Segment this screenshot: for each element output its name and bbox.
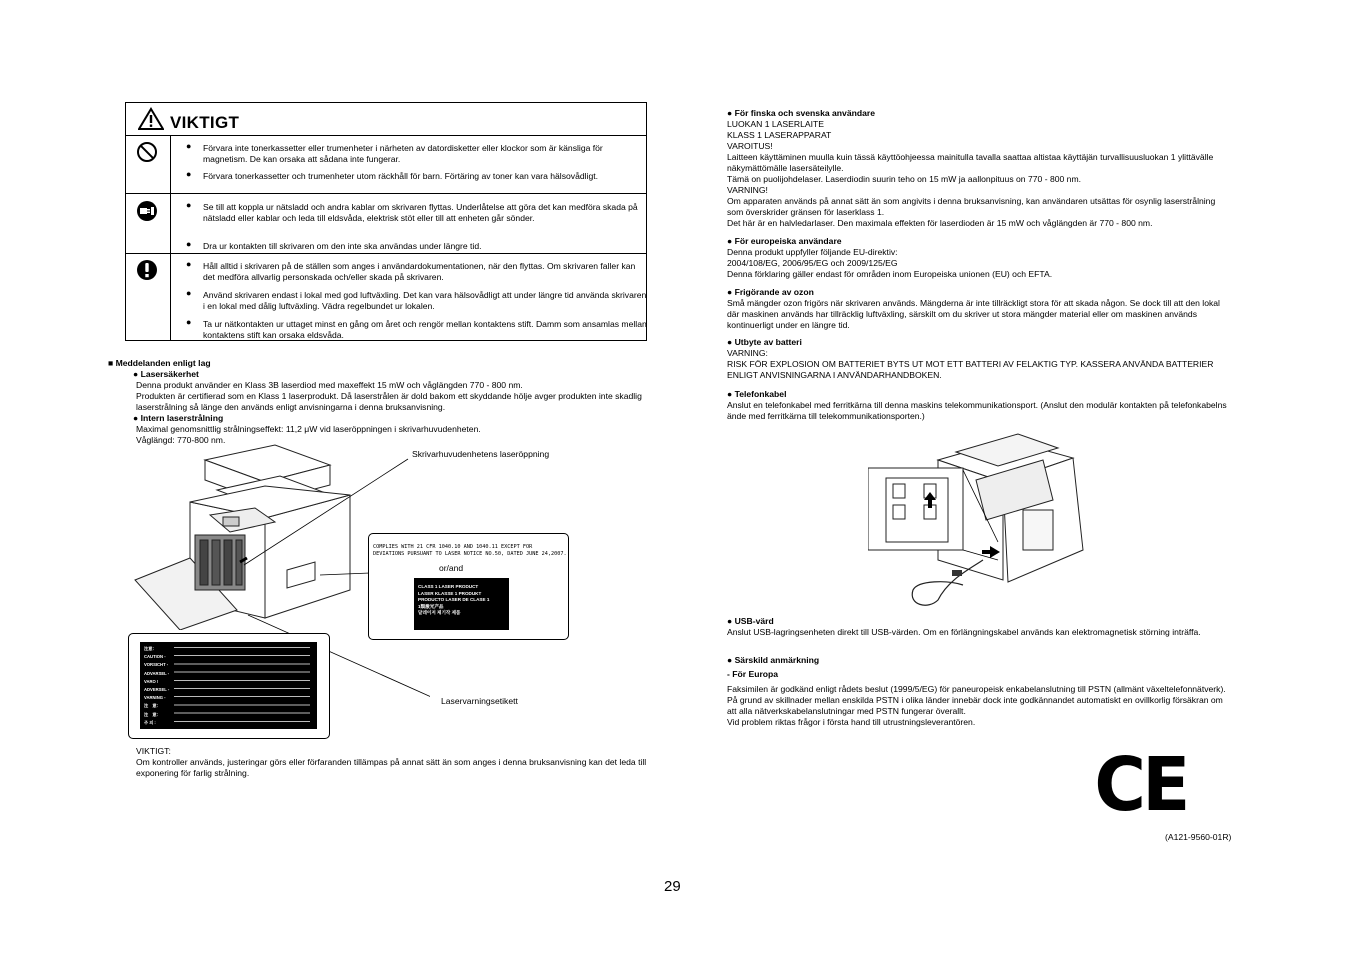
finnish-line: Det här är en halvledarlaser. Den maximala effekten för laserdioden är 15 mW och våglängden är 770 - 800 nm. (727, 218, 1153, 228)
warning-box: VIKTIGT ● Förvara inte tonerkassetter eller trumenheter i närheten av datordisketter eller klockor som är känsliga för magnetism. De kan orsaka att sådana inte fungerar. ● Förvara tonerkassetter och trumenheter utom räckhåll för barn. Förtäring av toner kan vara hälsovådligt. ● Se till att koppla ur nätsladd och andra kablar om skrivaren flyttas. Underlåtelse att göra det kan medföra skada på nätsladd eller kablar och leda till eldsvåda, elektrisk stöt eller till att enheten går sönder. ● Dra ur kontakten till skrivaren om den inte ska användas under längre tid. ● Håll alltid i skrivaren på de ställen som anges i användardokumentationen, när den flyttas. Om skrivaren faller kan det medföra allvarlig personskada och/eller skada på skrivaren. ● Använd skrivaren endast i lokal med god luftväxling. Det kan vara hälsovådligt att under längre tid använda skrivaren i en lokal med dålig luftväxling. Vädra regelbundet ur lokalen. ● Ta ur nätkontakten ur uttaget minst en gång om året och rengör mellan kontaktens stift. Damm som ansamlas mellan kontaktens stift kan orsaka eldsvåda. (125, 102, 647, 341)
warn-label-row: VARNING - (144, 695, 166, 701)
warn-label-row: 주 의 : (144, 719, 156, 725)
callout-label: Laservarningsetikett (441, 696, 518, 706)
warning-item: Se till att koppla ur nätsladd och andra kablar om skrivaren flyttas. Underlåtelse att göra det kan medföra skada på nätsladd eller kablar och leda till eldsvåda, elektrisk stöt eller till att enheten går sönder. (203, 202, 638, 223)
warn-label-row: CAUTION - (144, 654, 166, 660)
battery-heading: ● Utbyte av batteri (727, 337, 802, 347)
compliance-line2: DEVIATIONS PURSUANT TO LASER NOTICE NO.50, DATED JUNE 24,2007. (373, 551, 567, 557)
laser-text: Denna produkt använder en Klass 3B laserdiod med maxeffekt 15 mW och våglängden 770 - 800 nm. (136, 380, 523, 390)
internal-text1: Maximal genomsnittlig strålningseffekt: 11,2 μW vid laseröppningen i skrivarhuvudenheten. (136, 424, 481, 434)
warn-label-row: ADVERSEL - (144, 687, 170, 693)
battery-line: VARNING: (727, 348, 768, 358)
prohibition-icon (136, 141, 158, 163)
europe-text: Faksimilen är godkänd enligt rådets beslut (1999/5/EG) för paneuropeisk enkabelanslutning till PSTN (allmänt växeltelefonnätverk). På grund av skillnader mellan enskilda PSTN i olika länder innebär dock inte godkännandet automatiskt en ovillkorlig försäkran om att alla nätverkskabelanslutningar med PSTN fungerar överallt. (727, 684, 1226, 716)
finnish-line: KLASS 1 LASERAPPARAT (727, 130, 832, 140)
warning-header (126, 103, 646, 136)
laser-heading: ● Lasersäkerhet (133, 369, 199, 379)
warning-item: Använd skrivaren endast i lokal med god luftväxling. Det kan vara hälsovådligt att under längre tid använda skrivaren i en lokal med dålig luftväxling. Vädra regelbundet ur lokalen. (203, 290, 647, 311)
eu-line: 2004/108/EG, 2006/95/EG och 2009/125/EG (727, 258, 898, 268)
phone-heading: ● Telefonkabel (727, 389, 787, 399)
class1-line: 달레이저 제기작 제품 (418, 610, 461, 615)
usb-heading: ● USB-värd (727, 616, 774, 626)
battery-line: RISK FÖR EXPLOSION OM BATTERIET BYTS UT MOT ETT BATTERI AV FELAKTIG TYP. KASSERA ANVÄNDA BATTERIER ENLIGT ANVISNINGARNA I ANVÄNDARHANDBOKEN. (727, 359, 1214, 380)
finnish-line: LUOKAN 1 LASERLAITE (727, 119, 824, 129)
europe-text2: Vid problem riktas frågor i första hand till utrustningsleverantören. (727, 717, 976, 727)
class1-line: CLASS 1 LASER PRODUCT (418, 584, 479, 589)
internal-text2: Våglängd: 770-800 nm. (136, 435, 226, 445)
exclamation-icon (136, 259, 158, 281)
finnish-line: VARNING! (727, 185, 768, 195)
warning-item: Förvara tonerkassetter och trumenheter utom räckhåll för barn. Förtäring av toner kan vara hälsovådligt. (203, 171, 599, 181)
warning-item: Ta ur nätkontakten ur uttaget minst en gång om året och rengör mellan kontaktens stift. Damm som ansamlas mellan kontaktens stift kan orsaka eldsvåda. (203, 319, 647, 340)
section-title: ■ Meddelanden enligt lag (108, 358, 211, 368)
doc-code: (A121-9560-01R) (1165, 832, 1232, 842)
finnish-heading: ● För finska och svenska användare (727, 108, 876, 118)
eu-heading: ● För europeiska användare (727, 236, 842, 246)
finnish-line: Om apparaten används på annat sätt än som angivits i denna bruksanvisning, kan användaren utsättas för osynlig laserstrålning som överskrider gränsen för laserklass 1. (727, 196, 1216, 217)
laser-text2: Produkten är certifierad som en Klass 1 laserprodukt. Då laserstrålen är dold bakom ett skyddande hölje avger produkten inte skadlig laserstrålning så länge den används enligt anvisningarna i denna bruksanvisning. (136, 391, 642, 412)
phone-port-illustration (868, 430, 1088, 610)
warning-title: VIKTIGT (170, 113, 240, 132)
eu-line: Denna produkt uppfyller följande EU-direktiv: (727, 247, 898, 257)
compliance-line1: COMPLIES WITH 21 CFR 1040.10 AND 1040.11 EXCEPT FOR (373, 544, 533, 550)
warn-label-row: 注 意： (144, 711, 161, 717)
europe-heading: - För Europa (727, 669, 779, 679)
warn-label-row: VARO ! (144, 678, 159, 684)
class1-label (414, 578, 509, 630)
warn-label-fineprint (174, 645, 310, 725)
warning-triangle-icon (138, 107, 164, 131)
viktigt-text: Om kontroller används, justeringar görs eller förfaranden tillämpas på annat sätt än som anges i denna bruksanvisning kan det leda till exponering för farlig strålning. (136, 757, 647, 778)
laser-warning-label (140, 642, 317, 729)
callout-aperture: Skrivarhuvudenhetens laseröppning (412, 449, 550, 459)
special-heading: ● Särskild anmärkning (727, 655, 820, 665)
class1-line: LASER KLASSE 1 PRODUKT (418, 590, 482, 596)
warning-item: Dra ur kontakten till skrivaren om den inte ska användas under längre tid. (203, 241, 482, 251)
unplug-icon (136, 200, 158, 222)
internal-heading: ● Intern laserstrålning (133, 413, 224, 423)
finnish-line: Laitteen käyttäminen muulla kuin tässä käyttöohjeessa mainitulla tavalla saattaa altistaa käyttäjän turvallisuusluokan 1 ylittävälle näkymättömälle lasersäteilylle. (727, 152, 1214, 173)
warn-label-row: 注 意： (144, 703, 161, 709)
page-number: 29 (664, 878, 681, 895)
warn-label-row: 注意： (144, 646, 157, 651)
laser-warning-label-frame (128, 633, 330, 739)
compliance-label (368, 533, 569, 640)
warn-label-row: ADVARSEL - (144, 670, 170, 676)
viktigt-heading: VIKTIGT: (136, 746, 171, 756)
usb-text: Anslut USB-lagringsenheten direkt till USB-värden. Om en förlängningskabel används kan elektromagnetisk störning inträffa. (727, 627, 1201, 637)
ozone-text: Små mängder ozon frigörs när skrivaren används. Mängderna är inte tillräckligt stora för att skada någon. Se dock till att den lokal där maskinen används har tillräcklig luftväxling, särskilt om du skriver ut stora mängder material eller om maskinen används kontinuerligt under en längre tid. (727, 298, 1220, 330)
compliance-or: or/and (439, 563, 464, 573)
warning-item: Håll alltid i skrivaren på de ställen som anges i användardokumentationen, när den flyttas. Om skrivaren faller kan det medföra allvarlig personskada och/eller skada på skrivaren. (203, 261, 636, 282)
ozone-heading: ● Frigörande av ozon (727, 287, 814, 297)
finnish-line: Tämä on puolijohdelaser. Laserdiodin suurin teho on 15 mW ja aallonpituus on 770 - 800 nm. (727, 174, 1081, 184)
finnish-line: VAROITUS! (727, 141, 773, 151)
eu-line: Denna förklaring gäller endast för områden inom Europeiska unionen (EU) och EFTA. (727, 269, 1053, 279)
warn-label-row: VORSICHT - (144, 662, 169, 668)
phone-text: Anslut en telefonkabel med ferritkärna till denna maskins telekommunikationsport. (Anslut den modulär kontakten på telefonkabelns ände med ferritkärna till telekommunikationsporten.) (727, 400, 1227, 421)
warning-item: Förvara inte tonerkassetter eller trumenheter i närheten av datordisketter eller klockor som är känsliga för magnetism. De kan orsaka att sådana inte fungerar. (203, 143, 603, 164)
ce-mark: CE (1094, 742, 1187, 828)
class1-line: PRODUCTO LASER DE CLASE 1 (418, 597, 490, 602)
class1-line: 1類激光产品 (418, 603, 444, 609)
